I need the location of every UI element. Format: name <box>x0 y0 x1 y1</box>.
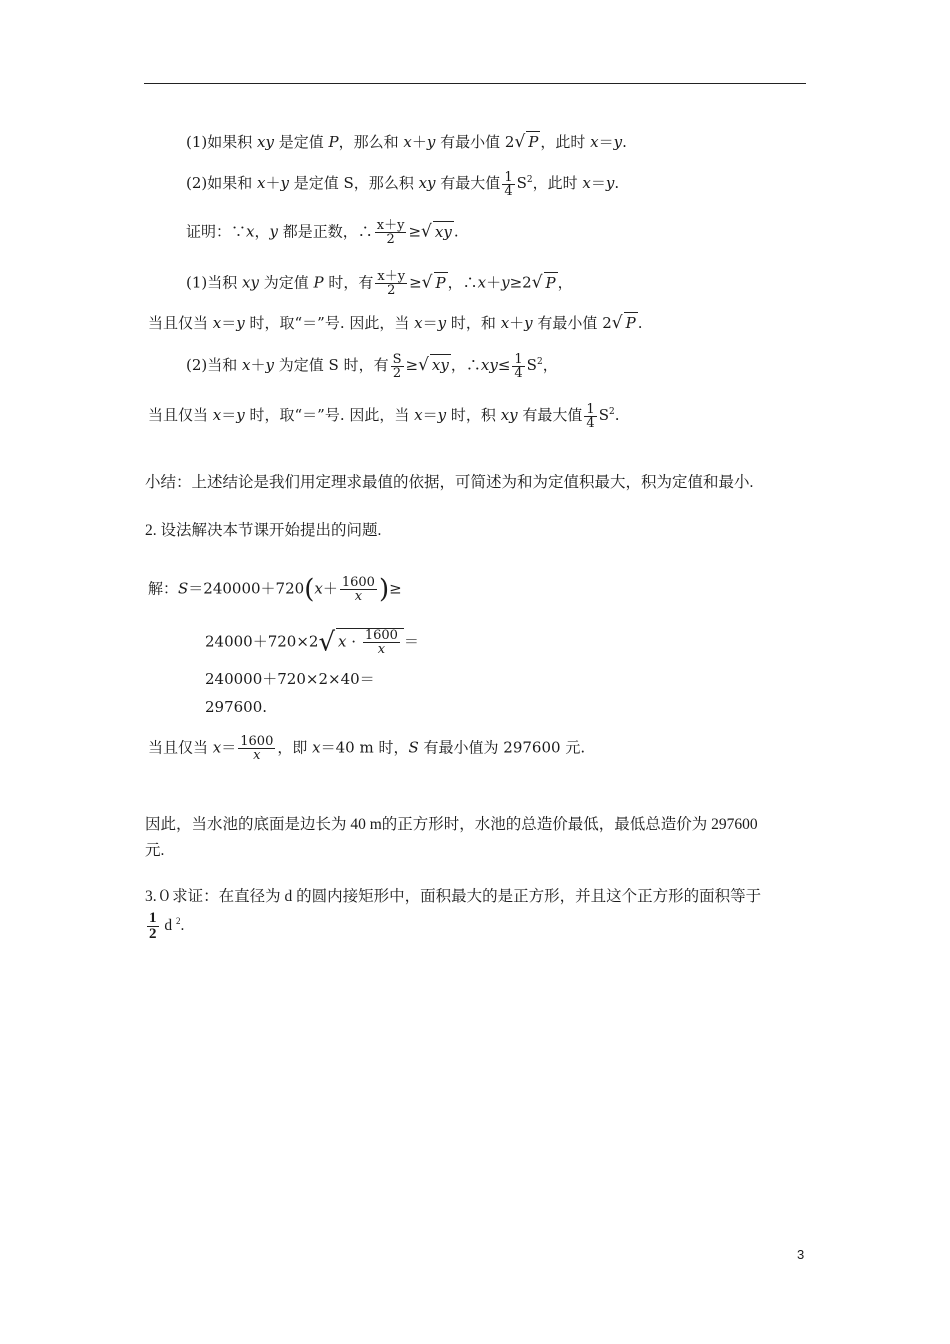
fraction: $\frac{1}{2}$ <box>149 910 157 943</box>
sqrt-expression: x · $\frac{1600}{x}$ <box>336 628 404 656</box>
conclusion-paragraph-line-1: 因此，当水池的底面是边长为 40 m的正方形时，水池的总造价最低，最低总造价为 297600 <box>145 816 758 833</box>
proof-case-2: (2)当和 x＋y 为定值 S 时，有 $\frac{S}{2}$ ≥√ xy ，∴xy≤ $\frac{1}{4}$ $S^2$， <box>186 351 558 381</box>
fraction: $\frac{x+y}{2}$ <box>377 269 406 298</box>
item-3-heading: 3.０求证：在直径为 d 的圆内接矩形中，面积最大的是正方形，并且这个正方形的面积等于 <box>145 888 762 905</box>
summary-paragraph: 小结：上述结论是我们用定理求最值的依据，可简述为和为定值积最大，积为定值和最小. <box>145 474 754 491</box>
solution-line-2: 24000＋720×2√ x · $\frac{1600}{x}$ ＝ <box>205 627 419 658</box>
conclusion-line-1: (1)如果积 xy 是定值 P，那么和 x＋y 有最小值 2√ P ，此时 x＝y. <box>186 132 627 152</box>
radical-sign: √ <box>421 272 433 293</box>
header-rule <box>144 83 806 84</box>
fraction: $\frac{1}{4}$ <box>514 351 523 381</box>
sqrt-expression: P <box>625 314 636 332</box>
fraction: $\frac{1}{4}$ <box>504 169 513 199</box>
solution-line-5: 当且仅当 x＝ $\frac{1600}{x}$ ，即 x＝40 m 时，S 有最小值为 297600 元. <box>148 734 586 763</box>
radical-sign: √ <box>318 627 336 658</box>
proof-line: 证明：∵x，y 都是正数，∴ $\frac{x+y}{2}$ ≥√ xy . <box>186 218 459 247</box>
proof-case-2-result: 当且仅当 x＝y 时，取“＝”号. 因此，当 x＝y 时，积 xy 有最大值 $\frac{1}{4}$ $S^2$. <box>148 401 620 431</box>
paren-open: ( <box>304 574 315 605</box>
radical-sign: √ <box>418 355 429 375</box>
radical-sign: √ <box>531 272 543 293</box>
proof-case-1-result: 当且仅当 x＝y 时，取“＝”号. 因此，当 x＝y 时，和 x＋y 有最小值 2√ P . <box>148 313 643 333</box>
fraction: $\frac{x+y}{2}$ <box>376 218 405 247</box>
page-number: 3 <box>797 1247 805 1262</box>
fraction: $\frac{S}{2}$ <box>392 351 402 381</box>
item-2-heading: 2. 设法解决本节课开始提出的问题. <box>145 522 382 539</box>
solution-line-3: 240000＋720×2×40＝ <box>205 670 375 688</box>
item-3-formula: $\frac{1}{2}$ d $^2$. <box>149 910 185 943</box>
fraction: $\frac{1600}{x}$ <box>364 628 398 657</box>
sqrt-expression: P <box>545 273 556 292</box>
radical-sign: √ <box>421 221 432 242</box>
solution-line-1: 解：S＝240000＋720(x＋ $\frac{1600}{x}$ )≥ <box>148 574 402 605</box>
paren-close: ) <box>378 574 390 605</box>
sqrt-expression: P <box>435 273 446 292</box>
sqrt-expression: P <box>528 133 539 151</box>
conclusion-paragraph-line-2: 元. <box>145 842 165 859</box>
fraction: $\frac{1600}{x}$ <box>240 734 274 763</box>
radical-sign: √ <box>611 313 623 333</box>
fraction: $\frac{1}{4}$ <box>586 401 595 431</box>
solution-line-4: 297600. <box>205 698 268 716</box>
sqrt-expression: xy <box>434 222 452 241</box>
sqrt-expression: xy <box>431 356 449 374</box>
radical-sign: √ <box>514 132 526 152</box>
conclusion-line-2: (2)如果和 x＋y 是定值 S，那么积 xy 有最大值 $\frac{1}{4}$ $S^2$，此时 x＝y. <box>186 169 620 199</box>
fraction: $\frac{1600}{x}$ <box>341 575 375 604</box>
proof-case-1: (1)当积 xy 为定值 P 时，有 $\frac{x+y}{2}$ ≥√ P ，∴x＋y≥2√ P ， <box>186 269 573 298</box>
